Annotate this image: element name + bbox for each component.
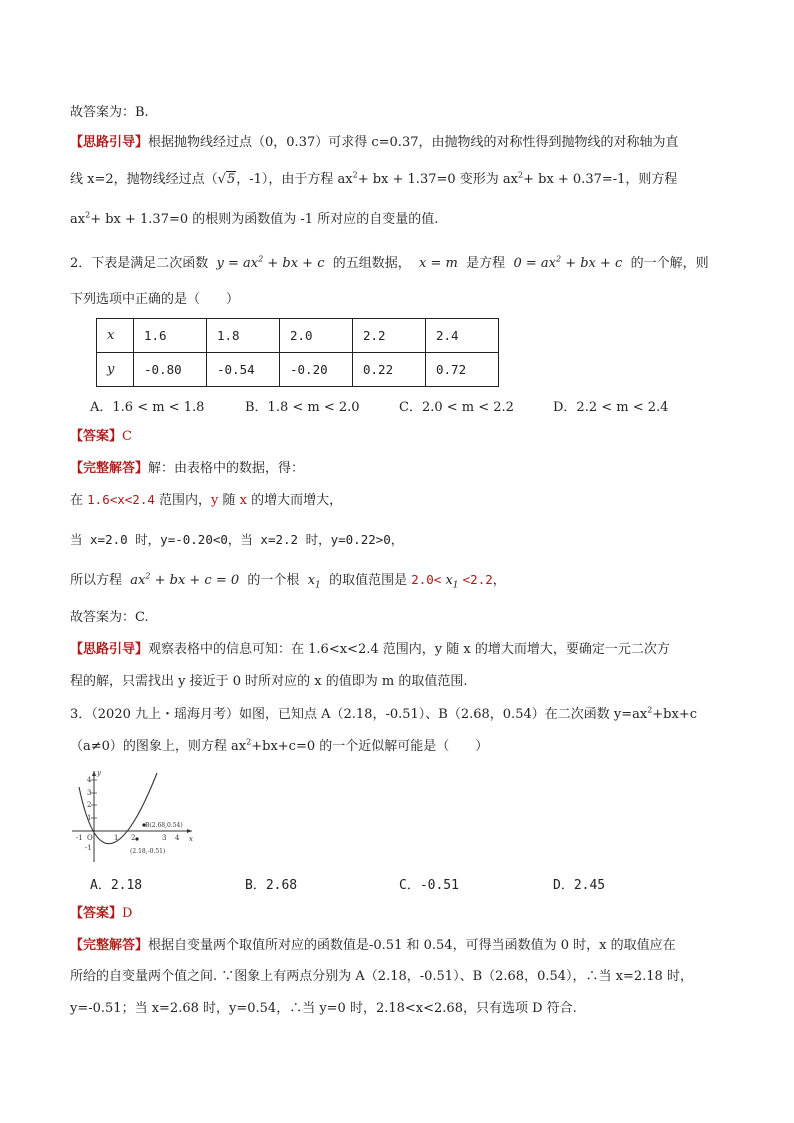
q2-hint-line1: 【思路引导】观察表格中的信息可知：在 1.6<x<2.4 范围内，y 随 x 的增大而增大，要确定一元二次方 [70, 642, 670, 657]
svg-text:-1: -1 [85, 844, 92, 852]
table-cell: 2.4 [426, 319, 499, 353]
svg-text:3: 3 [87, 789, 92, 797]
table-cell: -0.80 [134, 353, 207, 387]
q3-option-d: D．2.45 [553, 878, 606, 893]
hint-tag: 【思路引导】 [70, 135, 149, 150]
answer-tag: 【答案】 [70, 429, 123, 444]
q3-option-a: A．2.18 [90, 878, 143, 893]
point-b-label: B(2.68,0.54) [145, 822, 183, 829]
q2-data-table [96, 318, 499, 387]
q3-solution-line1: 【完整解答】根据自变量两个取值所对应的函数值是-0.51 和 0.54，可得当函数值为 0 时，x 的取值应在 [70, 938, 676, 953]
q2-option-d: D．2.2 < m < 2.4 [553, 400, 669, 415]
q1-answer-line: 故答案为：B. [70, 105, 149, 120]
point-a-label: (2.18,-0.51) [130, 848, 166, 855]
svg-text:4: 4 [87, 776, 92, 784]
x-axis-arrow [187, 829, 192, 833]
svg-text:1: 1 [114, 834, 119, 842]
q3-option-b: B．2.68 [245, 878, 298, 893]
svg-text:1: 1 [87, 814, 92, 822]
solution-tag: 【完整解答】 [70, 461, 149, 476]
solution-tag: 【完整解答】 [70, 938, 149, 953]
point-a-marker [135, 837, 138, 840]
q1-hint-line3: $ax^2+$ bx + 1.37=0 的根则为函数值为 -1 所对应的自变量的值. [70, 210, 439, 227]
q3-solution-line2: 所给的自变量两个值之间. ∵图象上有两点分别为 A（2.18，-0.51）、B（2.68，0.54），∴当 x=2.18 时， [70, 969, 693, 984]
q2-solution-line2: 在 1.6<x<2.4 范围内，y 随 x 的增大而增大， [70, 492, 343, 508]
table-cell: 1.8 [207, 319, 280, 353]
table-cell: 2.0 [280, 319, 353, 353]
q2-answer: 【答案】C [70, 429, 132, 444]
q3-option-c: C．-0.51 [399, 878, 459, 893]
table-cell: -0.54 [207, 353, 280, 387]
q2-option-b: B．1.8 < m < 2.0 [245, 400, 360, 415]
q1-hint-line2: 线 x=2，抛物线经过点（√5，-1），由于方程 $ax^2+$ bx + 1.37=0 变形为 $ax^2+$ bx + 0.37=-1，则方程 [70, 170, 678, 187]
answer-tag: 【答案】 [70, 906, 123, 921]
table-cell: 0.22 [353, 353, 426, 387]
table-header-y: y [97, 353, 134, 387]
table-header-x: x [97, 319, 134, 353]
table-cell: 1.6 [134, 319, 207, 353]
y-axis-label: y [97, 769, 101, 777]
q2-option-a: A．1.6 < m < 1.8 [90, 400, 205, 415]
svg-text:2: 2 [131, 834, 136, 842]
q2-solution-line3: 当 x=2.0 时，y=-0.20<0，当 x=2.2 时，y=0.22>0， [70, 532, 404, 547]
formula-root-equation: $ax^2$ + bx + c = 0 [126, 571, 244, 588]
svg-text:3: 3 [162, 834, 167, 842]
svg-text:4: 4 [175, 834, 180, 842]
q3-stem-line2: （a≠0）的图象上，则方程 $ax^2+bx+c=0$ 的一个近似解可能是（ ） [70, 737, 489, 754]
q2-solution-line4: 所以方程 $ax^2$ + bx + c = 0 的一个根 $x_1$ 的取值范围是 $2.0< x_1 <2.2$， [70, 571, 506, 591]
svg-text:-1: -1 [76, 834, 83, 842]
q1-hint: 【思路引导】根据抛物线经过点（0，0.37）可求得 c=0.37，由抛物线的对称性得到抛物线的对称轴为直 [70, 135, 679, 150]
table-cell: -0.20 [280, 353, 353, 387]
q3-solution-line3: y=-0.51；当 x=2.68 时，y=0.54，∴当 y=0 时，2.18<x<2.68，只有选项 D 符合. [70, 1001, 577, 1016]
formula-equation: $0 = ax^2$ + bx + c [509, 254, 627, 271]
formula-x-eq-m: x = m [414, 256, 463, 271]
table-row [97, 319, 499, 353]
q2-option-c: C．2.0 < m < 2.2 [399, 400, 514, 415]
table-cell: 0.72 [426, 353, 499, 387]
table-row [97, 353, 499, 387]
q2-answer-line: 故答案为：C. [70, 610, 149, 625]
table-cell: 2.2 [353, 319, 426, 353]
q3-answer: 【答案】D [70, 906, 133, 921]
svg-text:O: O [87, 834, 93, 842]
hint-tag: 【思路引导】 [70, 642, 149, 657]
q2-hint-line2: 程的解，只需找出 y 接近于 0 时所对应的 x 的值即为 m 的取值范围. [70, 674, 468, 689]
formula-x1: $x_1$ [303, 573, 321, 591]
svg-text:2: 2 [87, 801, 92, 809]
y-axis-arrow [92, 771, 96, 776]
q2-solution-line1: 【完整解答】解：由表格中的数据，得： [70, 461, 305, 476]
q2-stem-line2: 下列选项中正确的是（ ） [70, 292, 240, 307]
formula-quadratic: $y = ax^2$ + bx + c [212, 254, 329, 271]
sqrt-symbol: √ [217, 172, 226, 187]
q2-stem-line1: 2．下表是满足二次函数 $y = ax^2$ + bx + c 的五组数据， x = m 是方程 $0 = ax^2$ + bx + c 的一个解，则 [70, 254, 709, 271]
q3-stem-line1: 3．（2020 九上・瑶海月考）如图，已知点 A（2.18，-0.51）、B（2.68，0.54）在二次函数 $y=ax^2+bx+c$ [70, 705, 698, 722]
q3-parabola-graph [72, 767, 197, 862]
x-axis-label: x [189, 835, 193, 843]
